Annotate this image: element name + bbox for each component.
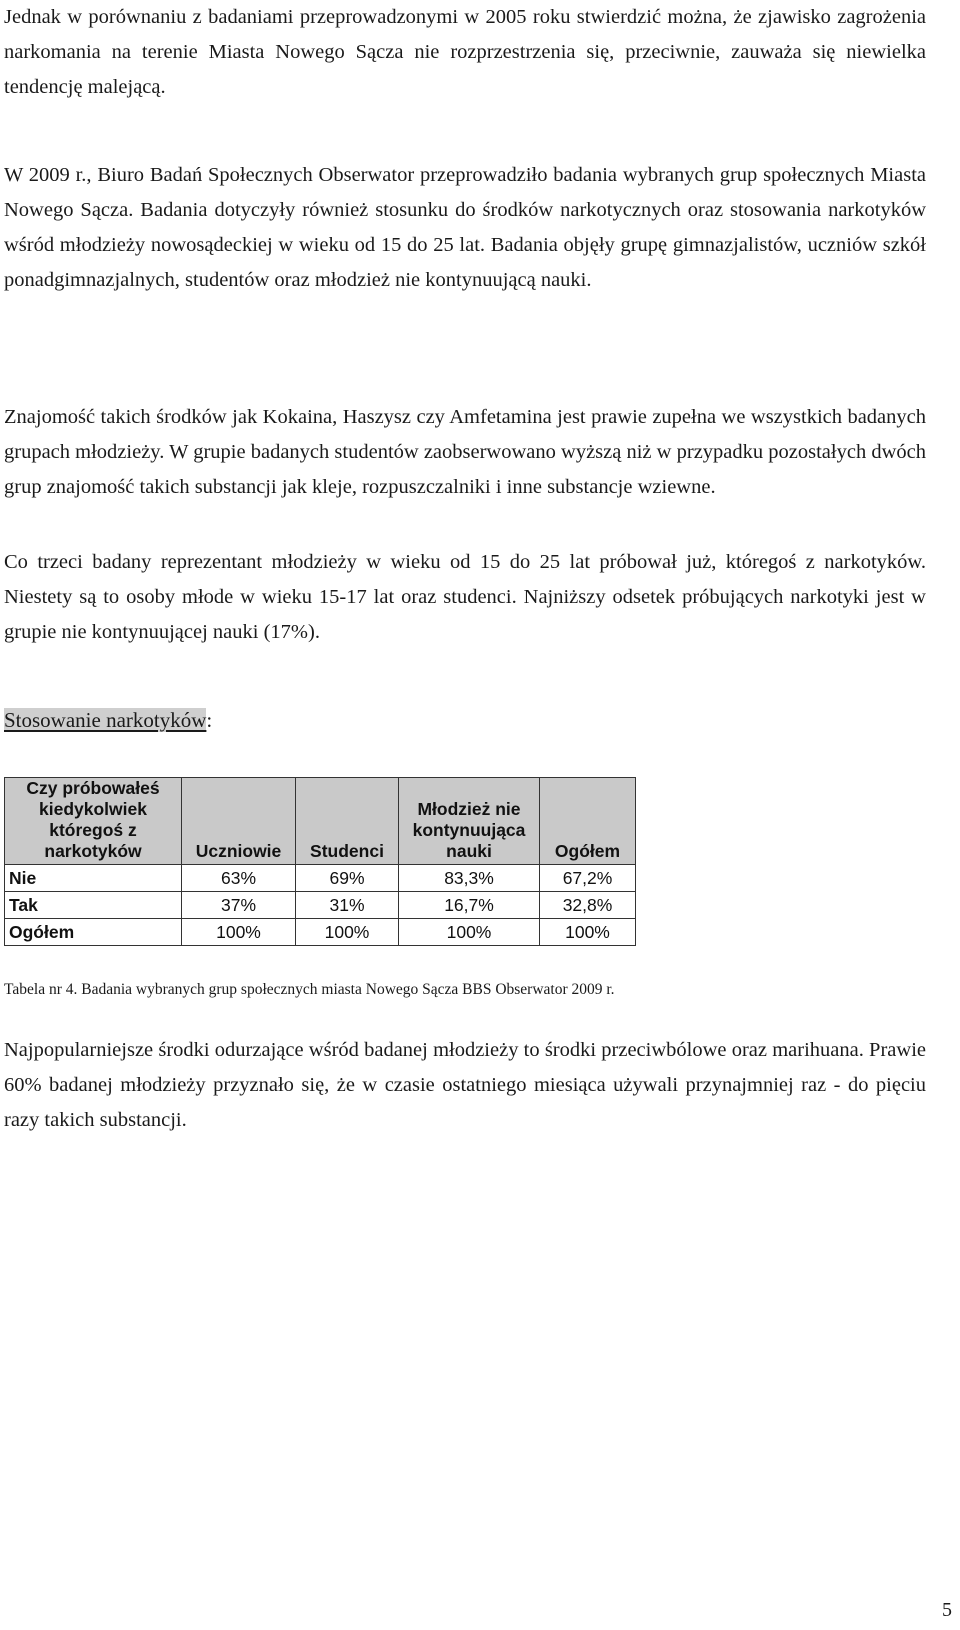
paragraph-intro: Jednak w porównaniu z badaniami przeprowadzonymi w 2005 roku stwierdzić można, że zjawisko zagrożenia narkomania na terenie Miasta Nowego Sącza nie rozprzestrzenia się, przeciwnie, zauważa się niewielka tendencję malejącą. <box>4 6 926 98</box>
table-header-students: Studenci <box>296 778 399 865</box>
table-cell: 31% <box>296 892 399 919</box>
table-row <box>5 892 636 919</box>
table-row-label: Ogółem <box>5 919 182 946</box>
table-cell: 67,2% <box>540 865 636 892</box>
table-row-label: Tak <box>5 892 182 919</box>
table-header-pupils: Uczniowie <box>182 778 296 865</box>
table-caption: Tabela nr 4. Badania wybranych grup społecznych miasta Nowego Sącza BBS Obserwator 2009 r. <box>4 981 615 998</box>
paragraph-closing: Najpopularniejsze środki odurzające wśród badanej młodzieży to środki przeciwbólowe oraz marihuana. Prawie 60% badanej młodzieży przyznało się, że w czasie ostatniego miesiąca używali przynajmniej raz - do pięciu razy takich substancji. <box>4 1039 926 1131</box>
table-row <box>5 919 636 946</box>
table-cell: 63% <box>182 865 296 892</box>
drug-use-table <box>4 777 636 946</box>
paragraph-usage: Co trzeci badany reprezentant młodzieży w wieku od 15 do 25 lat próbował już, któregoś z narkotyków. Niestety są to osoby młode w wieku 15-17 lat oraz studenci. Najniższy odsetek próbujących narkotyki jest w grupie nie kontynuującej nauki (17%). <box>4 551 926 643</box>
paragraph-research: W 2009 r., Biuro Badań Społecznych Obserwator przeprowadziło badania wybranych grup społecznych Miasta Nowego Sącza. Badania dotyczyły również stosunku do środków narkotycznych oraz stosowania narkotyków wśród młodzieży nowosądeckiej w wieku od 15 do 25 lat. Badania objęły grupę gimnazjalistów, uczniów szkół ponadgimnazjalnych, studentów oraz młodzież nie kontynuującą nauki. <box>4 164 926 291</box>
table-cell: 32,8% <box>540 892 636 919</box>
table-cell: 100% <box>399 919 540 946</box>
table-cell: 100% <box>540 919 636 946</box>
section-heading-colon: : <box>206 708 213 732</box>
page-number: 5 <box>942 1599 952 1621</box>
paragraph-knowledge: Znajomość takich środków jak Kokaina, Haszysz czy Amfetamina jest prawie zupełna we wszystkich badanych grupach młodzieży. W grupie badanych studentów zaobserwowano wyższą niż w przypadku pozostałych dwóch grup znajomość takich substancji jak kleje, rozpuszczalniki i inne substancje wziewne. <box>4 406 926 498</box>
table-header-question: Czy próbowałeś kiedykolwiek któregoś z narkotyków <box>5 778 182 865</box>
table-cell: 69% <box>296 865 399 892</box>
table-header-not-studying: Młodzież nie kontynuująca nauki <box>399 778 540 865</box>
table-header-total: Ogółem <box>540 778 636 865</box>
table-row-label: Nie <box>5 865 182 892</box>
table-cell: 100% <box>182 919 296 946</box>
table-cell: 100% <box>296 919 399 946</box>
table-cell: 83,3% <box>399 865 540 892</box>
section-heading <box>4 705 212 735</box>
section-heading-text: Stosowanie narkotyków <box>4 708 207 732</box>
table-row <box>5 865 636 892</box>
table-cell: 37% <box>182 892 296 919</box>
table-cell: 16,7% <box>399 892 540 919</box>
table-header-row <box>5 778 636 865</box>
